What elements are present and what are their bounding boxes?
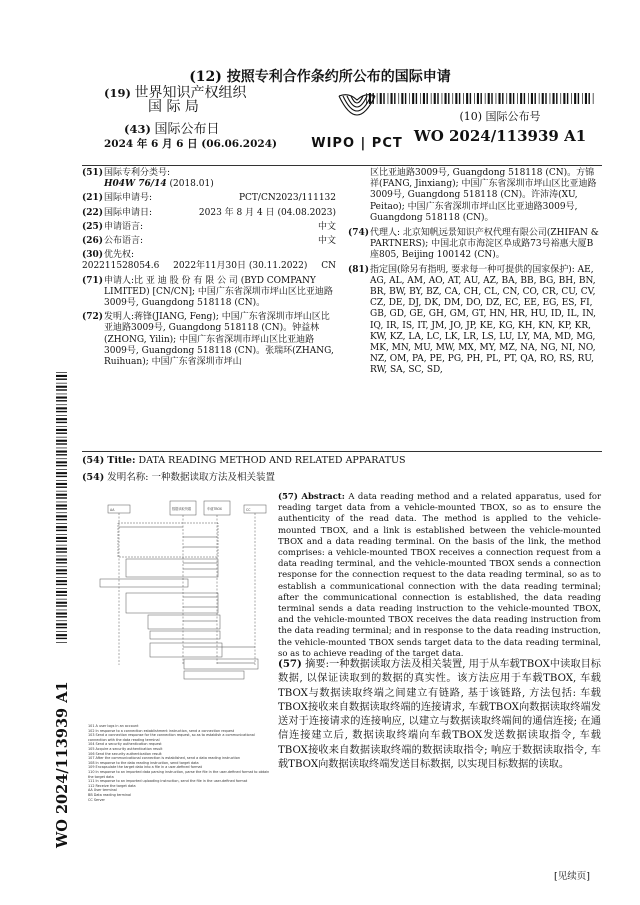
continued-footer: [见续页] [554,871,590,882]
abstract-chinese: (57) 摘要:一种数据读取方法及相关装置, 用于从车载TBOX中读取目标数据, 以保证读取到的数据的真实性。该方法应用于车载TBOX, 车载TBOX与数据读取终端之间建立有链路, 基于该链路, 方法包括: 车载TBOX接收来自数据读取终端的连接请求, 车载TBOX向数据读取终端发送对于连接请求的连接响应, 以建立与数据读取终端间的通信连接; 在通信连接建立后, 数据读取终端向车载TBOX发送数据读取指令, 车载TBOX接收来自数据读取终端的数据读取指令; 响应于数据读取指令, 车载TBOX向数据读取终端发送目标数据, 以实现目标数据的读取。 [278,658,601,771]
side-barcode-image [56,372,67,644]
legend-item: 108 In response to the data reading instruction, send target data [88,760,199,765]
abstract-english: (57) Abstract: A data reading method and a related apparatus, used for reading target data from a vehicle-mounted TBOX, so as to ensure the authenticity of the read data. The method is applied to the vehicle-mounted TBOX, and a link is established between the vehicle-mounted TBOX and a data reading terminal. On the basis of the link, the method comprises: a vehicle-mounted TBOX receives a connection request from a data reading terminal, and the vehicle-mounted TBOX sends a connection response for the connection request to the data reading terminal, so as to establish a communicational connection with the data reading terminal; after the communicational connection is established, the data reading terminal sends a data reading instruction to the vehicle-mounted TBOX, and the vehicle-mounted TBOX receives the data reading instruction from the data reading terminal; and in response to the data reading instruction, the vehicle-mounted TBOX sends target data to the data reading terminal, so as to achieve reading of the target data. [278,492,602,659]
legend-item: 105 Acquire a security authentication result [88,746,163,751]
field-25: (25) 申请语言: 中文 [82,221,336,232]
title-section [82,455,602,483]
field-21: (21) 国际申请号: PCT/CN2023/111132 [82,193,336,204]
header-left-block [104,86,279,151]
legend-item: 110 In response to an imported data parsing instruction, parse the file in the user-defined format to obtain the target data [88,769,270,779]
wipo-pct-label: WIPO | PCT [311,136,403,151]
legend-item: 111 In response to an imported uploading instruction, send the file in the user-defined format [88,779,248,784]
pubno-value: WO 2024/113939 A1 [413,127,587,145]
figure-legend [88,724,274,802]
field-71-applicant: (71) 申请人:比 亚 迪 股 份 有 限 公 司 (BYD COMPANY LIMITED) [CN/CN]; 中国广东省深圳市坪山区比亚迪路3009号, Guangdong 518118 (CN)。 [82,275,333,309]
legend-item: 107 After the communicational connection is established, send a data reading instruction [88,756,241,761]
field-51: (51) 国际专利分类号: H04W 76/14 (2018.01) [82,168,214,190]
publication-number-block [405,108,595,145]
wipo-logo [302,90,412,151]
lane-label-cc: CC [246,508,251,512]
legend-item: 103 Send a connection response for the connection request, so as to establish a communicational connection with the data reading terminal [88,733,255,742]
lane-label-tbox: 车载TBOX [207,507,222,511]
pubdate-value: 2024 年 6 月 6 日 (06.06.2024) [104,138,277,150]
field-26: (26) 公布语言: 中文 [82,236,336,247]
title-cn: (54) 发明名称: 一种数据读取方法及相关装置 [82,472,275,484]
document-title: (12) 按照专利合作条约所公布的国际申请 [189,69,451,85]
legend-item: 104 Send a security authentication request [88,742,162,747]
legend-item: 106 Send the security authentication result [88,751,162,756]
header-divider [82,165,602,166]
legend-item: CC Server [88,797,105,802]
right-bibliographic-column [348,168,602,379]
pubno-label: (10) 国际公布号 [459,110,541,123]
sequence-diagram [88,497,274,722]
legend-item: AA User terminal [88,788,117,793]
left-bibliographic-column [82,168,336,370]
pubdate-line: (43) 国际公布日 [124,122,220,137]
side-publication-number [52,640,72,850]
title-en: (54) Title: DATA READING METHOD AND RELATED APPARATUS [82,455,406,466]
field-30: (30) 优先权: 202211528054.6 2022年11月30日 (30.11.2022) CN [82,250,336,272]
legend-item: 101 A user logs in an account [88,724,139,728]
field-22: (22) 国际申请日: 2023 年 8 月 4 日 (04.08.2023) [82,207,336,218]
wipo-emblem-icon [335,90,379,130]
bureau-line: 国 际 局 [148,99,199,115]
org-line: (19) 世界知识产权组织 [104,85,247,101]
lane-label-bb: 数据读取终端 [172,507,192,511]
lane-label-aa: AA [110,508,115,512]
legend-item: BB Data reading terminal [88,792,132,797]
title-divider [82,451,602,452]
legend-item: 109 Encapsulate the target data into a file in a user-defined format [88,765,202,770]
inventors-continued: 区比亚迪路3009号, Guangdong 518118 (CN)。方锦祥(FANG, Jinxiang); 中国广东省深圳市坪山区比亚迪路3009号, Guangdong 518118 (CN)。许沛涛(XU, Peitao); 中国广东省深圳市坪山区比亚迪路3009号, Guangdong 518118 (CN)。 [370,168,597,223]
field-74-agent: (74) 代理人: 北京知帆远景知识产权代理有限公司(ZHIFAN & PARTNERS); 中国北京市海淀区阜成路73号裕惠大厦B座805, Beijing 100142 (CN)。 [348,228,599,261]
side-number-text: WO 2024/113939 A1 [54,681,71,848]
legend-item: 112 Receive the target data [88,783,136,788]
field-72-inventors: (72) 发明人:蒋锋(JIANG, Feng); 中国广东省深圳市坪山区比亚迪路3009号, Guangdong 518118 (CN)。钟益林(ZHONG, Yilin); 中国广东省深圳市坪山区比亚迪路3009号, Guangdong 518118 (CN)。张瑞环(ZHANG, Ruihuan); 中国广东省深圳市坪山 [82,312,334,368]
legend-item: 102 In response to a connection establishment instruction, send a connection request [88,728,235,733]
field-81-states: (81) 指定国(除另有指明, 要求每一种可提供的国家保护): AE, AG, AL, AM, AO, AT, AU, AZ, BA, BB, BG, BH, BN, BR, BW, BY, BZ, CA, CH, CL, CN, CO, CR, CU, CV, CZ, DE, DJ, DK, DM, DO, DZ, EC, EE, EG, ES, FI, GB, GD, GE, GH, GM, GT, HN, HR, HU, ID, IL, IN, IQ, IR, IS, IT, JM, JO, JP, KE, KG, KH, KN, KP, KR, KW, KZ, LA, LC, LK, LR, LS, LU, LY, MA, MD, MG, MK, MN, MU, MW, MX, MY, MZ, NA, NG, NI, NO, NZ, OM, PA, PE, PG, PH, PL, PT, QA, RO, RS, RU, RW, SA, SC, SD, [348,264,596,376]
